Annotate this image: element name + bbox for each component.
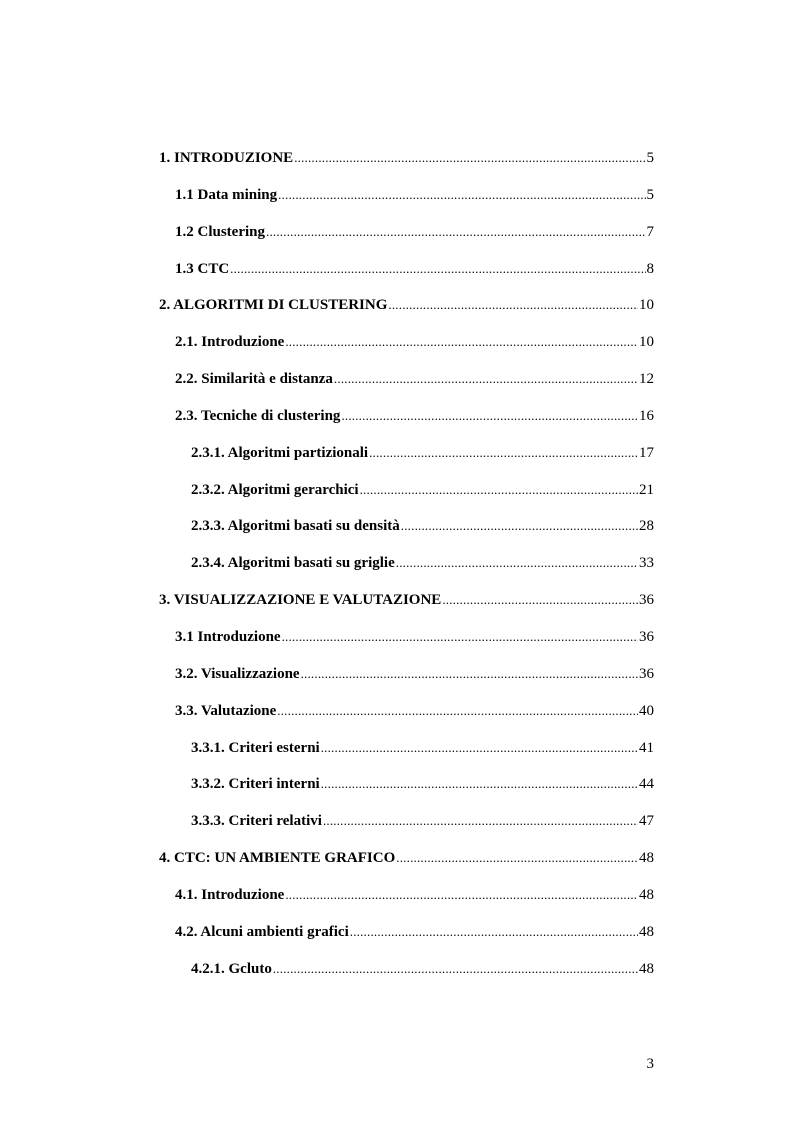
toc-entry[interactable] [159,773,654,810]
toc-entry-title: 2.3.3. Algoritmi basati su densità [191,518,400,535]
toc-entry-title: 3.1 Introduzione [175,628,281,645]
toc-entry-page: 48 [639,923,654,940]
toc-dot-leader [396,552,638,574]
toc-entry[interactable] [159,294,654,331]
toc-entry-title: 2.1. Introduzione [175,334,285,351]
toc-entry-title: 1.2 Clustering [175,223,265,240]
toc-entry-page: 36 [639,665,654,682]
toc-dot-leader [388,294,638,316]
table-of-contents [159,147,654,994]
toc-entry[interactable] [159,221,654,258]
toc-entry[interactable] [159,258,654,295]
toc-entry[interactable] [159,810,654,847]
toc-entry-title: 4.2.1. Gcluto [191,960,272,977]
toc-entry[interactable] [159,589,654,626]
toc-entry-page: 40 [639,702,654,719]
toc-entry[interactable] [159,184,654,221]
toc-dot-leader [341,405,638,427]
toc-entry-title: 2.3.4. Algoritmi basati su griglie [191,555,395,572]
toc-dot-leader [285,331,638,353]
toc-entry-page: 41 [639,739,654,756]
toc-dot-leader [350,921,638,943]
toc-entry-page: 16 [639,407,654,424]
toc-entry-page: 36 [639,628,654,645]
toc-entry-title: 1.3 CTC [175,260,230,277]
toc-entry-page: 44 [639,776,654,793]
toc-entry-title: 1.1 Data mining [175,186,278,203]
toc-entry-page: 48 [639,850,654,867]
toc-entry-page: 21 [639,481,654,498]
toc-entry[interactable] [159,958,654,995]
toc-entry[interactable] [159,626,654,663]
toc-entry[interactable] [159,921,654,958]
toc-entry-page: 5 [646,150,654,166]
toc-entry[interactable] [159,479,654,516]
toc-entry-title: 3.3.3. Criteri relativi [191,813,322,830]
toc-entry-title: 4.2. Alcuni ambienti grafici [175,923,349,940]
toc-entry[interactable] [159,147,654,184]
toc-entry-page: 7 [646,223,654,240]
toc-dot-leader [334,368,638,390]
toc-entry-page: 17 [639,444,654,461]
toc-dot-leader [278,184,645,206]
toc-dot-leader [230,258,645,280]
toc-dot-leader [401,515,638,537]
toc-entry-page: 8 [646,260,654,277]
toc-entry[interactable] [159,405,654,442]
toc-entry[interactable] [159,700,654,737]
toc-entry-title: 2.2. Similarità e distanza [175,371,333,388]
toc-entry-title: 1. INTRODUZIONE [159,150,294,166]
toc-dot-leader [360,479,638,501]
toc-dot-leader [294,147,645,169]
toc-entry-page: 28 [639,518,654,535]
toc-entry-title: 3.3. Valutazione [175,702,277,719]
toc-entry[interactable] [159,884,654,921]
toc-dot-leader [369,442,638,464]
toc-entry-page: 36 [639,592,654,609]
toc-dot-leader [285,884,638,906]
toc-entry[interactable] [159,737,654,774]
toc-entry-page: 48 [639,960,654,977]
toc-entry[interactable] [159,515,654,552]
toc-entry-title: 3.3.1. Criteri esterni [191,739,320,756]
toc-entry-title: 4. CTC: UN AMBIENTE GRAFICO [159,850,396,867]
toc-dot-leader [266,221,646,243]
toc-entry[interactable] [159,552,654,589]
toc-entry-page: 12 [639,371,654,388]
toc-entry-title: 2.3. Tecniche di clustering [175,407,341,424]
toc-entry-title: 2.3.2. Algoritmi gerarchici [191,481,359,498]
toc-entry[interactable] [159,847,654,884]
toc-entry-page: 10 [639,297,654,314]
toc-entry[interactable] [159,331,654,368]
toc-entry-title: 4.1. Introduzione [175,886,285,903]
toc-dot-leader [301,663,638,685]
toc-entry-page: 47 [639,813,654,830]
page-number: 3 [646,1056,654,1072]
toc-entry[interactable] [159,663,654,700]
toc-dot-leader [282,626,638,648]
toc-entry-page: 10 [639,334,654,351]
toc-entry[interactable] [159,442,654,479]
toc-dot-leader [323,810,638,832]
toc-dot-leader [442,589,638,611]
toc-entry-page: 33 [639,555,654,572]
toc-entry-title: 2.3.1. Algoritmi partizionali [191,444,369,461]
toc-entry[interactable] [159,368,654,405]
toc-dot-leader [273,958,638,980]
toc-dot-leader [277,700,638,722]
toc-dot-leader [396,847,638,869]
toc-entry-title: 3.3.2. Criteri interni [191,776,320,793]
toc-entry-title: 2. ALGORITMI DI CLUSTERING [159,297,388,314]
toc-dot-leader [321,737,638,759]
toc-entry-title: 3.2. Visualizzazione [175,665,300,682]
toc-dot-leader [321,773,638,795]
toc-entry-page: 5 [646,186,654,203]
toc-entry-page: 48 [639,886,654,903]
toc-entry-title: 3. VISUALIZZAZIONE E VALUTAZIONE [159,592,442,609]
